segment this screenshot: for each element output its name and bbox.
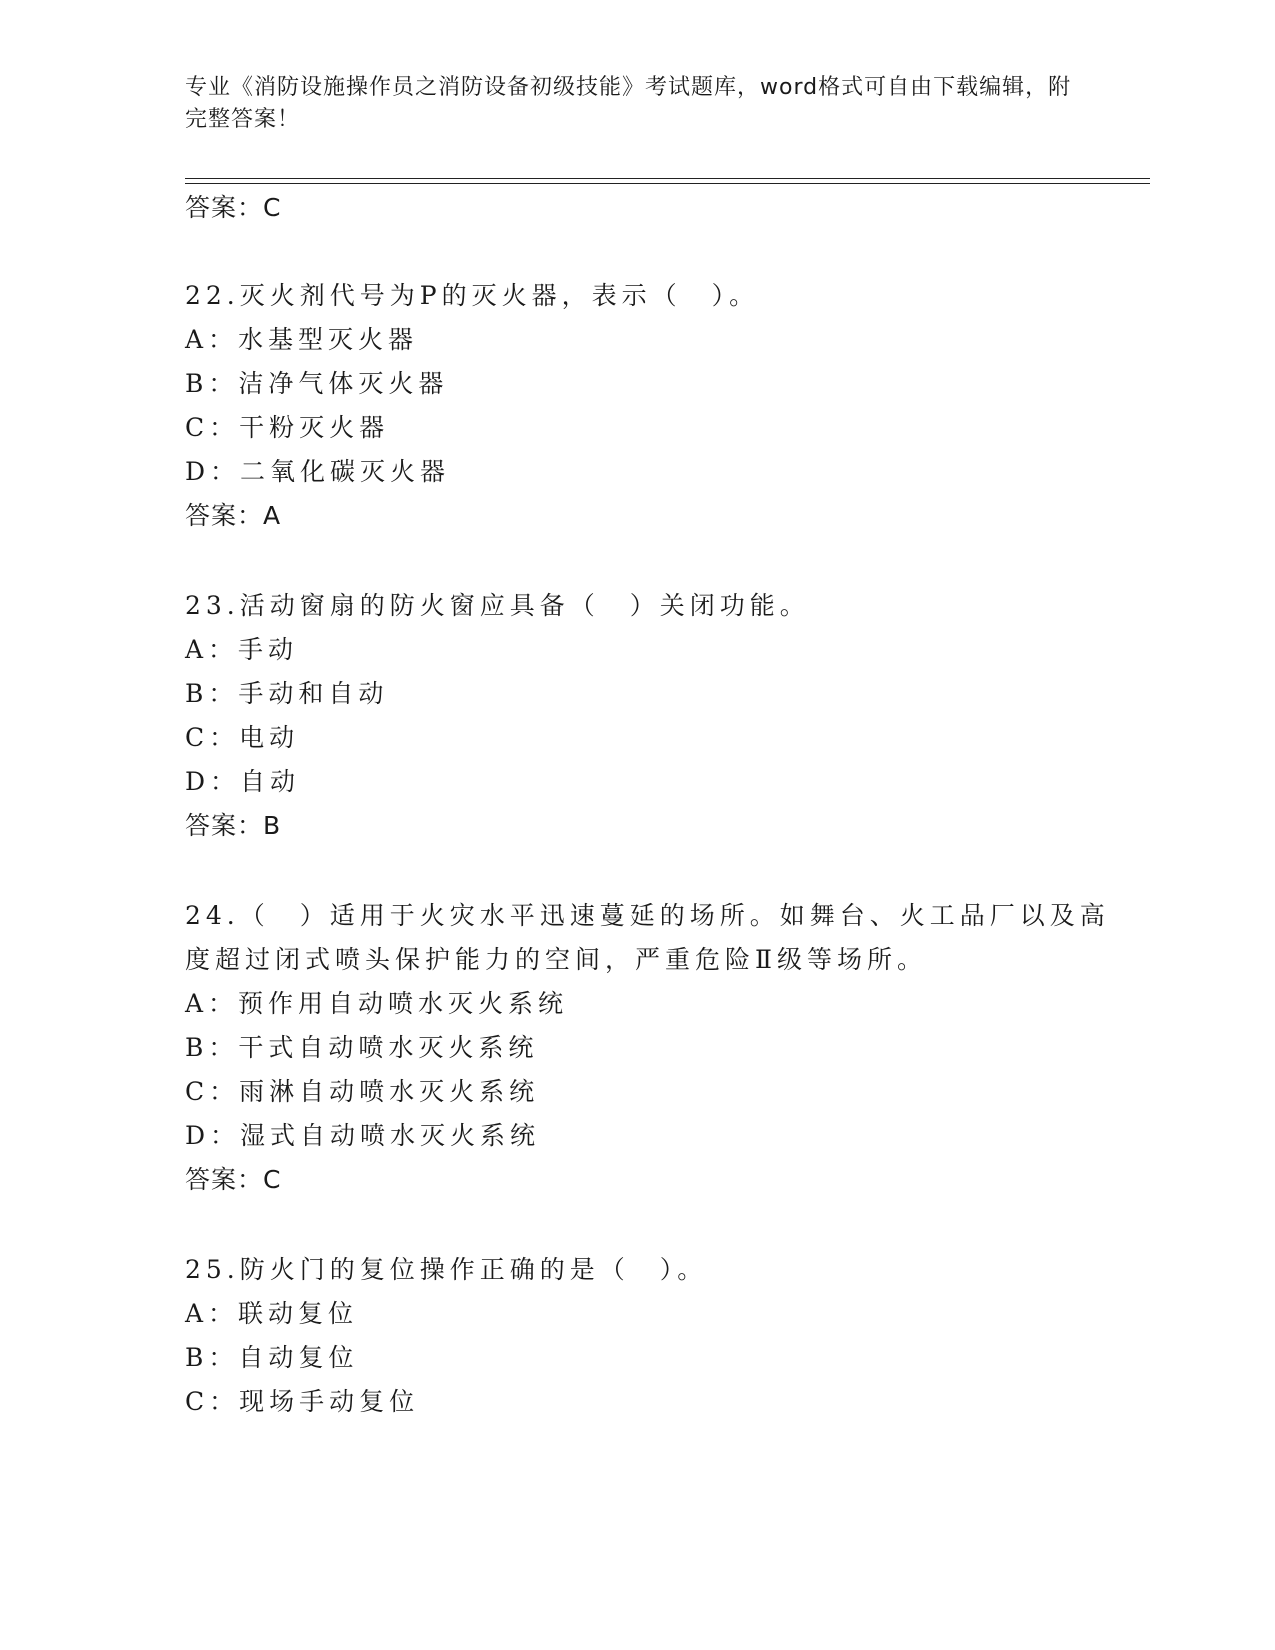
answer-previous: 答案：C: [185, 193, 282, 222]
header-rule-top: [185, 178, 1150, 179]
question-22-option-d: D：二氧化碳灭火器: [185, 457, 451, 486]
question-23-option-c: C：电动: [185, 723, 300, 752]
page-header: 专业《消防设施操作员之消防设备初级技能》考试题库，word格式可自由下载编辑，附完整答案！: [185, 75, 1072, 132]
question-23-option-b: B：手动和自动: [185, 679, 389, 708]
question-24-stem-line-1: 24.（ ）适用于火灾水平迅速蔓延的场所。如舞台、火工品厂以及高: [185, 901, 1110, 930]
question-22-option-a: A：水基型灭火器: [185, 325, 419, 354]
question-24-stem-line-2: 度超过闭式喷头保护能力的空间，严重危险Ⅱ级等场所。: [185, 945, 927, 974]
header-rule-bottom: [185, 183, 1150, 184]
question-24-answer: 答案：C: [185, 1165, 282, 1194]
question-23-option-a: A：手动: [185, 635, 299, 664]
question-24-option-d: D：湿式自动喷水灭火系统: [185, 1121, 541, 1150]
question-23-stem: 23.活动窗扇的防火窗应具备（ ）关闭功能。: [185, 591, 810, 620]
question-25-option-c: C：现场手动复位: [185, 1387, 420, 1416]
question-25-option-a: A：联动复位: [185, 1299, 359, 1328]
question-25-option-b: B：自动复位: [185, 1343, 359, 1372]
question-23-option-d: D：自动: [185, 767, 301, 796]
question-22-answer: 答案：A: [185, 501, 282, 530]
question-22-stem: 22.灭火剂代号为P的灭火器，表示（ ）。: [185, 281, 760, 310]
question-23-answer: 答案：B: [185, 811, 282, 840]
question-24-option-b: B：干式自动喷水灭火系统: [185, 1033, 539, 1062]
question-24-option-c: C：雨淋自动喷水灭火系统: [185, 1077, 540, 1106]
question-22-option-b: B：洁净气体灭火器: [185, 369, 449, 398]
question-22-option-c: C：干粉灭火器: [185, 413, 390, 442]
question-24-option-a: A：预作用自动喷水灭火系统: [185, 989, 569, 1018]
question-25-stem: 25.防火门的复位操作正确的是（ ）。: [185, 1255, 708, 1284]
